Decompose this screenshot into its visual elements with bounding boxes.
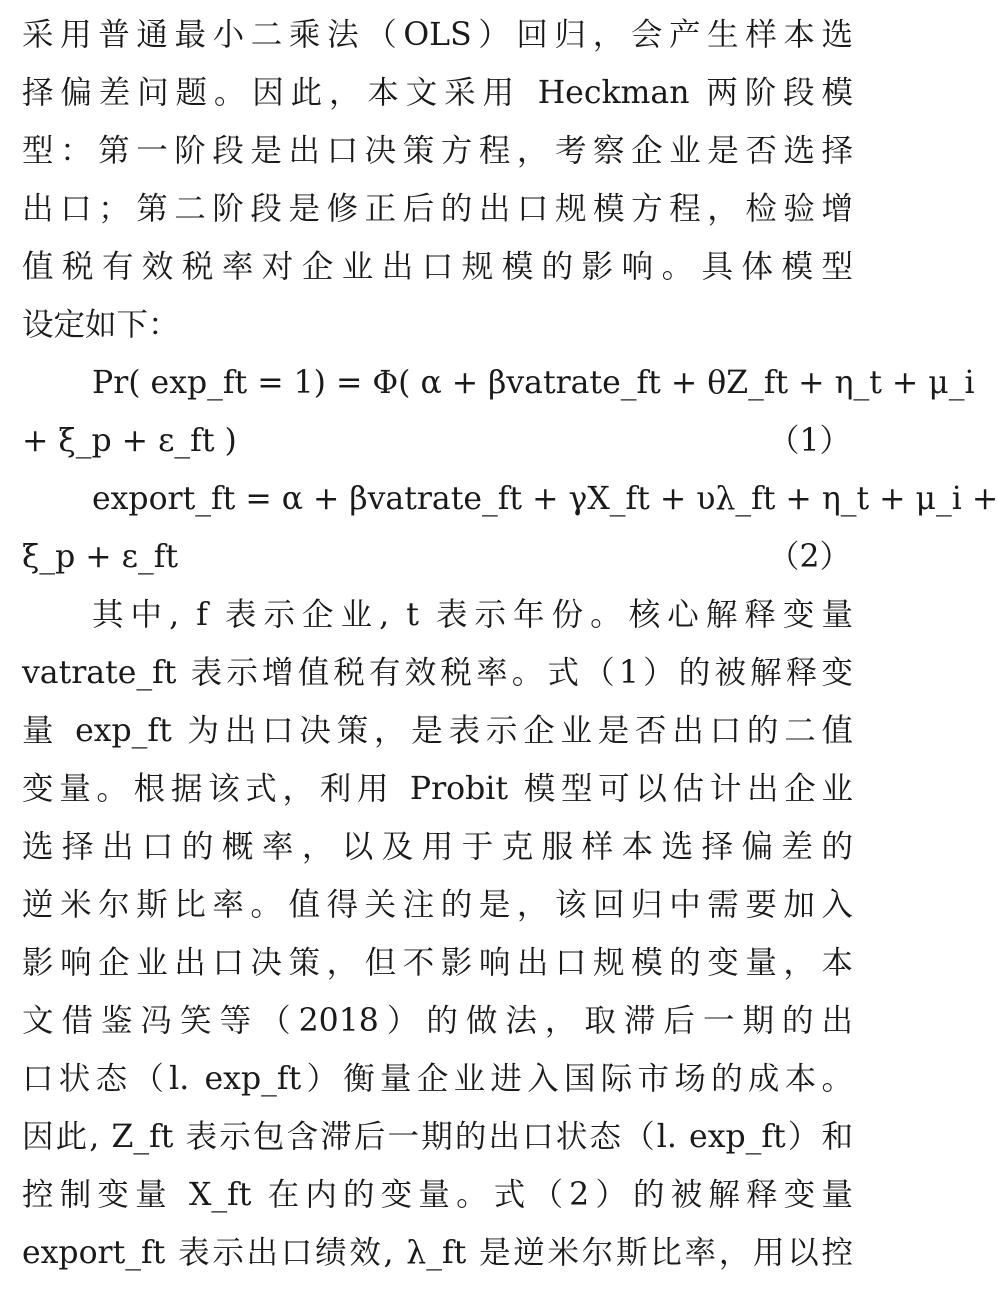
text-line: 口状态（l. exp_ft）衡量企业进入国际市场的成本。 <box>22 1061 853 1097</box>
text-line: export_ft 表示出口绩效, λ_ft 是逆米尔斯比率，用以控 <box>22 1235 853 1271</box>
text-line: 值税有效税率对企业出口规模的影响。具体模型 <box>22 249 853 285</box>
text-line: 量 exp_ft 为出口决策，是表示企业是否出口的二值 <box>22 713 853 749</box>
text-line: 影响企业出口决策，但不影响出口规模的变量，本 <box>22 945 853 981</box>
equation-1-number: （1） <box>767 423 851 459</box>
text-line: 逆米尔斯比率。值得关注的是，该回归中需要加入 <box>22 887 853 923</box>
text-line: 其中, f 表示企业, t 表示年份。核心解释变量 <box>92 597 853 633</box>
text-line: 变量。根据该式，利用 Probit 模型可以估计出企业 <box>22 771 853 807</box>
text-line: 因此, Z_ft 表示包含滞后一期的出口状态（l. exp_ft）和 <box>22 1119 853 1155</box>
equation-2-line-2: ξ_p + ε_ft <box>22 539 179 575</box>
equation-2-line-1: export_ft = α + βvatrate_ft + γX_ft + υλ_ft + η_t + μ_i + <box>92 481 998 517</box>
equation-1-line-1: Pr( exp_ft = 1) = Φ( α + βvatrate_ft + θZ_ft + η_t + μ_i <box>92 365 975 401</box>
text-line: 择偏差问题。因此，本文采用 Heckman 两阶段模 <box>22 75 853 111</box>
text-line: vatrate_ft 表示增值税有效税率。式（1）的被解释变 <box>22 655 853 691</box>
text-line: 采用普通最小二乘法（OLS）回归，会产生样本选 <box>22 17 853 53</box>
text-line: 选择出口的概率，以及用于克服样本选择偏差的 <box>22 829 853 865</box>
text-line: 控制变量 X_ft 在内的变量。式（2）的被解释变量 <box>22 1177 853 1213</box>
text-line: 出口；第二阶段是修正后的出口规模方程，检验增 <box>22 191 853 227</box>
equation-2-number: （2） <box>767 539 851 575</box>
text-line: 型：第一阶段是出口决策方程，考察企业是否选择 <box>22 133 853 169</box>
text-line: 设定如下： <box>22 307 180 343</box>
text-line: 文借鉴冯笑等（2018）的做法，取滞后一期的出 <box>22 1003 853 1039</box>
equation-1-line-2: + ξ_p + ε_ft ) <box>22 423 237 459</box>
